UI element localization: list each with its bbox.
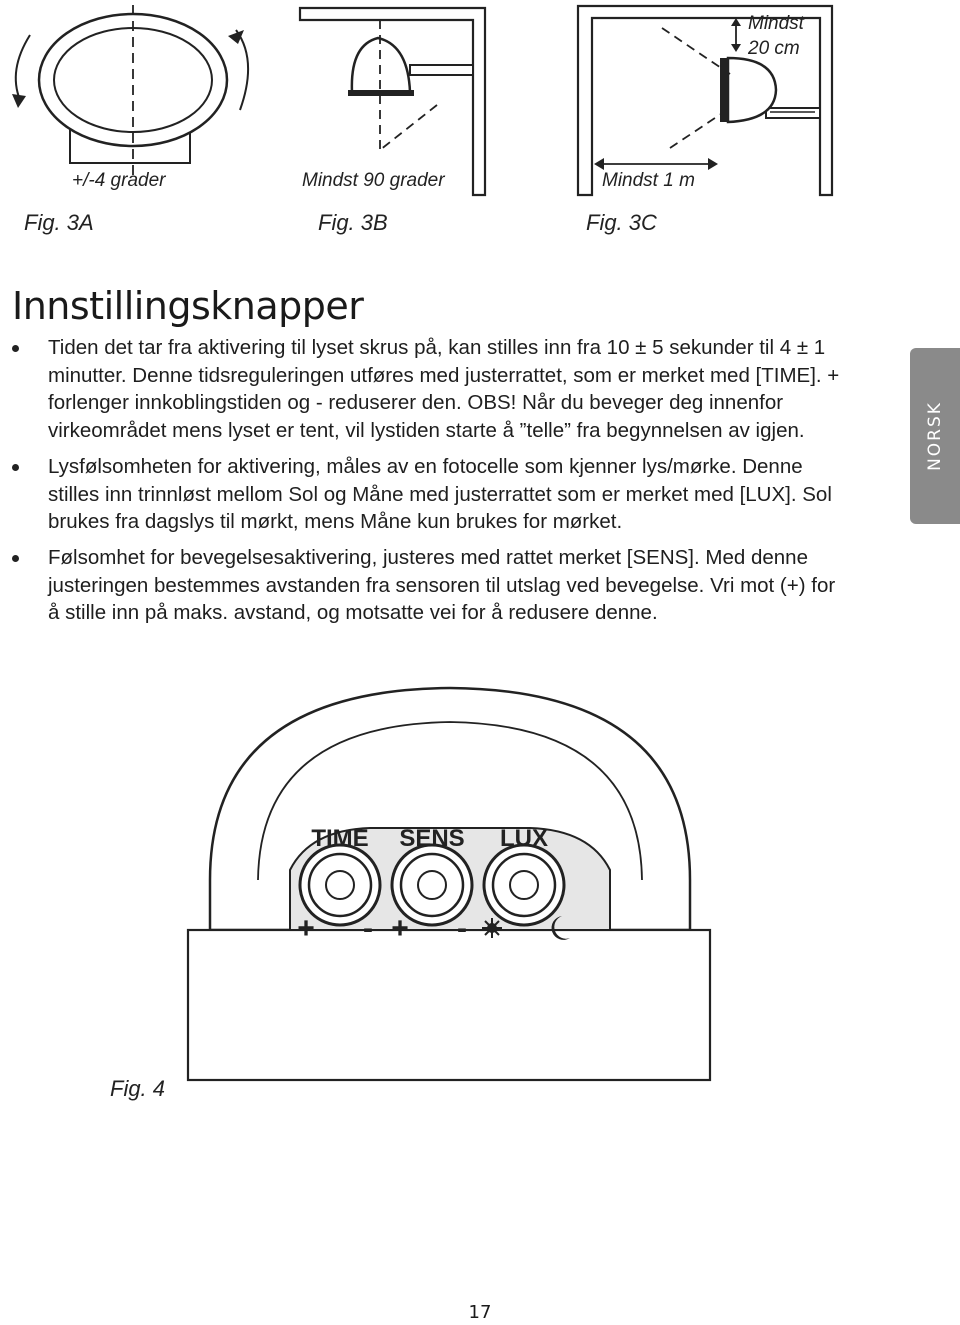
fig-3b-label: Fig. 3B xyxy=(318,210,388,235)
obs-highlight: OBS! xyxy=(467,391,517,415)
language-tab xyxy=(910,348,960,524)
mane-highlight-2: Måne xyxy=(360,510,412,534)
knob-label-lux: LUX xyxy=(500,825,548,852)
fig-4-label: Fig. 4 xyxy=(110,1076,166,1101)
lux-text-1: Lysfølsomheten for aktivering, måles av en fotocelle som kjenner lys/mørke. Denne stilles inn trinnløst mellom xyxy=(48,454,803,506)
sol-highlight-2: Sol xyxy=(802,482,832,506)
lux-text-2: og xyxy=(318,482,353,506)
mane-highlight: Måne xyxy=(352,482,404,506)
language-tab-label: NORSK xyxy=(925,401,946,471)
list-item-lux xyxy=(8,453,848,536)
lux-text-5: kun brukes for mørket. xyxy=(411,510,623,534)
settings-list xyxy=(8,334,848,635)
fig-4-diagram xyxy=(170,680,730,1100)
section-title: Innstillingsknapper xyxy=(12,284,364,328)
knob-label-time: TIME xyxy=(311,825,369,852)
fig-3c-note-top-2: 20 cm xyxy=(748,38,800,59)
list-item-sens xyxy=(8,544,848,627)
page-number: 17 xyxy=(468,1302,492,1323)
knob-label-sens: SENS xyxy=(399,825,465,852)
time-plus-sign: + xyxy=(297,912,315,945)
sun-icon xyxy=(482,918,502,938)
time-text-1: Tiden det tar fra aktivering til lyset skrus på, kan stilles inn fra 10 ± 5 sekunder til 4 ± 1 minutter. Denne tidsreguleringen utføres med justerrattet, som er merket med [TIME]. + forlenger innkoblingstiden og - reduserer den. xyxy=(48,336,840,415)
fig-3a-note: +/-4 grader xyxy=(72,170,166,191)
fig-3c-note-bottom: Mindst 1 m xyxy=(602,170,695,191)
time-text-2: Når du beveger deg innenfor virkeområdet mens lyset er tent, vil lystiden starte å ”telle” fra begynnelsen av igjen. xyxy=(48,391,805,443)
sol-highlight: Sol xyxy=(288,482,319,506)
sens-minus-sign: - xyxy=(457,912,467,945)
sens-plus-sign: + xyxy=(391,912,409,945)
list-item-time xyxy=(8,334,848,445)
lux-text-4: brukes fra dagslys til mørkt, mens xyxy=(48,510,361,534)
fig-3b-note: Mindst 90 grader xyxy=(302,170,445,191)
sens-text: Følsomhet for bevegelsesaktivering, justeres med rattet merket [SENS]. Med denne justeringen bestemmes avstanden fra sensoren til utslag ved bevegelse. Vri mot (+) for å stille inn på maks. avstand, og motsatte vei for å redusere denne. xyxy=(48,545,836,625)
lux-text-3: med justerrattet som er merket med [LUX]. xyxy=(403,482,803,506)
fig-3a-label: Fig. 3A xyxy=(24,210,94,235)
time-minus-sign: - xyxy=(363,912,373,945)
fig-3c-label: Fig. 3C xyxy=(586,210,657,235)
knob-lux[interactable] xyxy=(484,845,564,925)
fig-3c-note-top-1: Mindst xyxy=(748,13,804,34)
